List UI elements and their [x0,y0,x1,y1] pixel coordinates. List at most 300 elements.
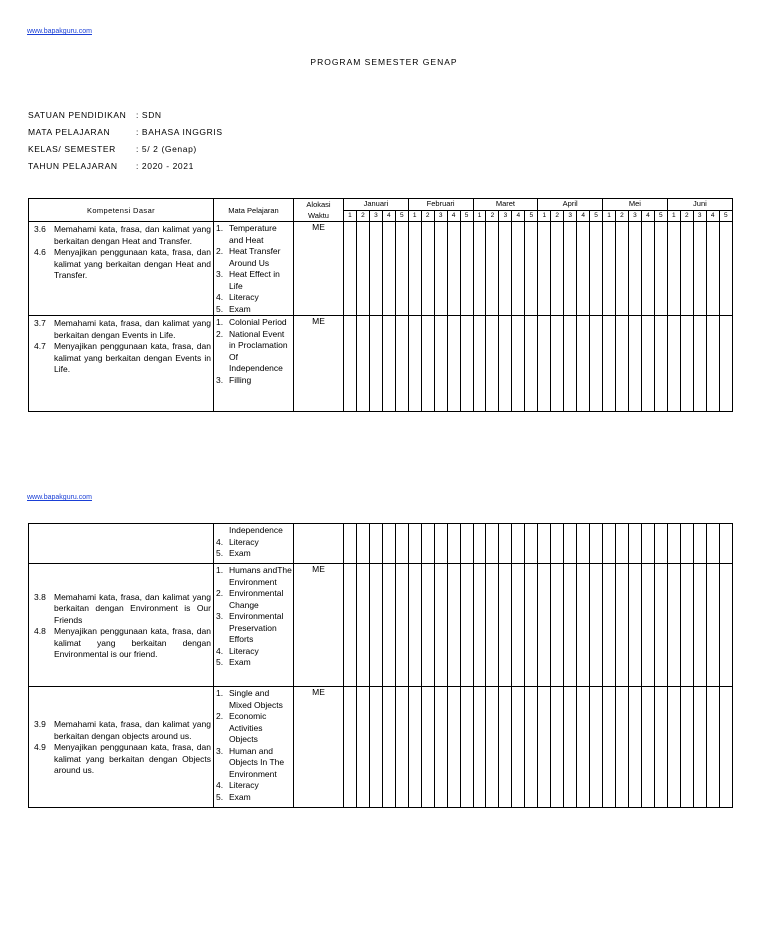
mp-item [216,246,292,269]
schedule-cell[interactable] [460,687,473,808]
info-value: : 2020 - 2021 [136,161,194,171]
schedule-cell[interactable] [577,316,590,412]
mp-text: Environmental Preservation Efforts [229,611,284,644]
schedule-cell[interactable] [680,222,693,316]
info-tahun-pelajaran [28,161,194,171]
schedule-cell[interactable] [460,564,473,687]
header-alokasi-waktu [294,199,344,222]
mp-number: 1. [216,223,224,233]
schedule-cell[interactable] [603,222,616,316]
schedule-cell[interactable] [344,222,357,316]
mp-text: Literacy [229,292,259,302]
week-number: 5 [525,211,538,222]
schedule-cell[interactable] [486,316,499,412]
schedule-cell[interactable] [641,222,654,316]
schedule-cell[interactable] [551,316,564,412]
info-kelas-semester [28,144,197,154]
schedule-cell[interactable] [628,687,641,808]
mp-text: National Event in Proclamation Of Independence [229,328,288,373]
schedule-cell[interactable] [369,564,382,687]
kd-item [31,592,211,627]
schedule-cell[interactable] [382,687,395,808]
mp-item [216,657,292,669]
week-number: 4 [577,211,590,222]
schedule-cell[interactable] [369,524,382,564]
week-number: 4 [706,211,719,222]
schedule-cell[interactable] [628,564,641,687]
schedule-cell[interactable] [590,316,603,412]
info-label: KELAS/ SEMESTER [28,144,116,154]
mp-item [216,646,292,658]
schedule-cell[interactable] [395,316,408,412]
schedule-cell[interactable] [564,316,577,412]
schedule-cell[interactable] [719,564,732,687]
schedule-cell[interactable] [538,222,551,316]
week-number: 3 [369,211,382,222]
schedule-cell[interactable] [667,524,680,564]
schedule-cell[interactable] [616,687,629,808]
info-label: TAHUN PELAJARAN [28,161,118,171]
schedule-cell[interactable] [408,564,421,687]
info-mata-pelajaran [28,127,223,137]
mp-text: Environmental Change [229,588,284,610]
schedule-cell[interactable] [706,564,719,687]
table-row [29,222,733,316]
schedule-cell[interactable] [564,222,577,316]
kd-text: Menyajikan penggunaan kata, frasa, dan kalimat yang berkaitan dengan Environmental is our friend. [54,626,211,659]
schedule-cell[interactable] [680,564,693,687]
schedule-cell[interactable] [473,564,486,687]
schedule-cell[interactable] [473,524,486,564]
mp-text: Heat Effect in Life [229,269,280,291]
kd-item [31,719,211,742]
kd-cell [29,222,214,316]
schedule-cell[interactable] [434,564,447,687]
week-number: 4 [512,211,525,222]
kd-number: 4.9 [34,742,46,753]
schedule-cell[interactable] [395,524,408,564]
schedule-cell[interactable] [382,222,395,316]
kd-number: 4.7 [34,341,46,351]
schedule-cell[interactable] [693,564,706,687]
schedule-cell[interactable] [551,222,564,316]
schedule-cell[interactable] [525,687,538,808]
mp-number: 5. [216,303,224,314]
mp-number: 4. [216,780,224,790]
schedule-cell[interactable] [706,687,719,808]
schedule-cell[interactable] [434,687,447,808]
schedule-cell[interactable] [421,687,434,808]
schedule-cell[interactable] [693,316,706,412]
schedule-cell[interactable] [408,524,421,564]
month-februari: Februari [408,199,473,211]
schedule-cell[interactable] [603,564,616,687]
schedule-cell[interactable] [525,524,538,564]
schedule-cell[interactable] [538,316,551,412]
mp-text: Exam [229,791,251,802]
month-januari: Januari [344,199,409,211]
week-number: 3 [628,211,641,222]
website-link[interactable]: www.bapakguru.com [27,494,92,501]
schedule-cell[interactable] [654,564,667,687]
schedule-cell[interactable] [344,687,357,808]
schedule-cell[interactable] [693,687,706,808]
schedule-cell[interactable] [628,222,641,316]
schedule-cell[interactable] [641,316,654,412]
schedule-cell[interactable] [447,222,460,316]
week-number: 1 [603,211,616,222]
schedule-cell[interactable] [382,524,395,564]
schedule-cell[interactable] [344,316,357,412]
schedule-cell[interactable] [525,564,538,687]
schedule-cell[interactable] [719,687,732,808]
schedule-cell[interactable] [460,524,473,564]
schedule-cell[interactable] [616,564,629,687]
schedule-cell[interactable] [538,524,551,564]
mp-cell [214,316,294,412]
mp-text: Independence [229,525,283,535]
mp-item [216,269,292,292]
week-number: 1 [408,211,421,222]
mp-cell [214,564,294,687]
mp-item [216,329,292,375]
schedule-cell[interactable] [369,222,382,316]
week-number: 5 [460,211,473,222]
schedule-cell[interactable] [421,564,434,687]
week-number: 2 [616,211,629,222]
kd-number: 3.9 [34,719,46,730]
schedule-cell[interactable] [680,316,693,412]
schedule-cell[interactable] [369,687,382,808]
schedule-cell[interactable] [564,687,577,808]
schedule-cell[interactable] [667,687,680,808]
schedule-cell[interactable] [356,687,369,808]
kd-cell [29,687,214,808]
alokasi-cell [294,524,344,564]
schedule-cell[interactable] [603,524,616,564]
week-number: 1 [344,211,357,222]
mp-text: Humans andThe Environment [229,565,292,587]
schedule-cell[interactable] [667,222,680,316]
mp-number: 4. [216,292,224,302]
kd-text: Memahami kata, frasa, dan kalimat yang berkaitan dengan Heat and Transfer. [54,224,211,246]
table-row [29,687,733,808]
website-link[interactable]: www.bapakguru.com [27,28,92,35]
schedule-cell[interactable] [719,222,732,316]
mp-cell [214,222,294,316]
schedule-cell[interactable] [616,222,629,316]
schedule-cell[interactable] [421,524,434,564]
table-row [29,564,733,687]
table-row [29,524,733,564]
mp-item [216,565,292,588]
schedule-cell[interactable] [395,222,408,316]
schedule-cell[interactable] [460,222,473,316]
mp-item [216,746,292,781]
mp-cell [214,524,294,564]
kd-text: Menyajikan penggunaan kata, frasa, dan kalimat yang berkaitan dengan Events in Life. [54,341,211,374]
info-value: : BAHASA INGGRIS [136,127,223,137]
schedule-cell[interactable] [603,687,616,808]
schedule-cell[interactable] [680,524,693,564]
header-mata-pelajaran: Mata Pelajaran [214,199,294,222]
week-number: 3 [499,211,512,222]
mp-item [216,317,292,329]
schedule-cell[interactable] [616,524,629,564]
schedule-cell[interactable] [369,316,382,412]
mp-item [216,375,292,387]
info-value: : 5/ 2 (Genap) [136,144,197,154]
schedule-cell[interactable] [706,222,719,316]
schedule-cell[interactable] [499,316,512,412]
mp-number: 3. [216,611,224,621]
week-number: 5 [654,211,667,222]
kd-number: 4.8 [34,626,46,636]
schedule-cell[interactable] [434,524,447,564]
mp-text: Colonial Period [229,317,287,327]
mp-item [216,537,292,549]
schedule-cell[interactable] [719,316,732,412]
schedule-cell[interactable] [590,564,603,687]
schedule-cell[interactable] [473,687,486,808]
schedule-cell[interactable] [654,524,667,564]
schedule-cell[interactable] [395,564,408,687]
schedule-cell[interactable] [667,564,680,687]
mp-item [216,588,292,611]
schedule-cell[interactable] [499,222,512,316]
kd-text: Memahami kata, frasa, dan kalimat yang berkaitan dengan Environment is Our Friends [54,591,211,625]
mp-item [216,525,292,537]
schedule-cell[interactable] [628,524,641,564]
schedule-cell[interactable] [641,687,654,808]
page-title: PROGRAM SEMESTER GENAP [310,57,458,67]
week-number: 2 [486,211,499,222]
mp-text: Literacy [229,536,259,547]
schedule-cell[interactable] [408,316,421,412]
mp-text: Single and Mixed Objects [229,688,283,710]
schedule-cell[interactable] [654,222,667,316]
schedule-cell[interactable] [590,524,603,564]
mp-text: Economic Activities Objects [229,711,267,744]
mp-number: 1. [216,565,224,575]
schedule-cell[interactable] [486,524,499,564]
schedule-cell[interactable] [706,316,719,412]
mp-number: 2. [216,711,224,721]
mp-item [216,611,292,646]
schedule-cell[interactable] [590,222,603,316]
schedule-cell[interactable] [344,564,357,687]
schedule-cell[interactable] [590,687,603,808]
schedule-cell[interactable] [344,524,357,564]
kd-cell [29,564,214,687]
mp-number: 2. [216,328,224,339]
schedule-cell[interactable] [551,564,564,687]
mp-number: 2. [216,246,224,256]
schedule-cell[interactable] [434,222,447,316]
header-alokasi: Alokasi [306,200,331,209]
kd-number: 3.7 [34,318,46,328]
schedule-cell[interactable] [512,687,525,808]
info-label: SATUAN PENDIDIKAN [28,110,127,120]
mp-number: 5. [216,791,224,802]
schedule-cell[interactable] [473,316,486,412]
mp-text: Human and Objects In The Environment [229,745,285,779]
schedule-cell[interactable] [356,316,369,412]
month-maret: Maret [473,199,538,211]
week-number: 5 [395,211,408,222]
kd-cell [29,316,214,412]
schedule-cell[interactable] [447,687,460,808]
schedule-cell[interactable] [641,564,654,687]
schedule-cell[interactable] [421,222,434,316]
schedule-cell[interactable] [356,222,369,316]
mp-number: 3. [216,269,224,279]
mp-number: 4. [216,645,224,656]
schedule-cell[interactable] [719,524,732,564]
mp-item [216,223,292,246]
info-satuan-pendidikan [28,110,162,120]
mp-number: 1. [216,688,224,698]
schedule-cell[interactable] [577,524,590,564]
schedule-cell[interactable] [538,564,551,687]
week-number: 4 [641,211,654,222]
week-number: 1 [473,211,486,222]
schedule-cell[interactable] [499,564,512,687]
mp-text: Exam [229,657,251,667]
table-row [29,316,733,412]
schedule-cell[interactable] [628,316,641,412]
schedule-cell[interactable] [680,687,693,808]
kd-text: Memahami kata, frasa, dan kalimat yang berkaitan dengan objects around us. [54,719,211,741]
week-number: 5 [590,211,603,222]
mp-text: Exam [229,548,251,558]
kd-number: 3.6 [34,224,46,234]
week-number: 1 [667,211,680,222]
schedule-cell[interactable] [603,316,616,412]
schedule-cell[interactable] [538,687,551,808]
schedule-cell[interactable] [499,524,512,564]
schedule-cell[interactable] [486,564,499,687]
month-mei: Mei [603,199,668,211]
schedule-cell[interactable] [654,687,667,808]
mp-text: Literacy [229,645,259,656]
schedule-cell[interactable] [421,316,434,412]
schedule-cell[interactable] [641,524,654,564]
month-juni: Juni [667,199,732,211]
kd-item [31,742,211,777]
week-number: 3 [693,211,706,222]
schedule-cell[interactable] [654,316,667,412]
info-label: MATA PELAJARAN [28,127,111,137]
week-number: 2 [551,211,564,222]
program-table-page2 [28,523,733,808]
mp-item [216,304,292,316]
schedule-cell[interactable] [356,524,369,564]
schedule-cell[interactable] [460,316,473,412]
alokasi-cell: ME [294,564,344,687]
schedule-cell[interactable] [512,524,525,564]
schedule-cell[interactable] [408,687,421,808]
schedule-cell[interactable] [356,564,369,687]
schedule-cell[interactable] [408,222,421,316]
schedule-cell[interactable] [551,687,564,808]
kd-item [31,224,211,247]
schedule-cell[interactable] [525,222,538,316]
kd-text: Menyajikan penggunaan kata, frasa, dan kalimat yang berkaitan dengan Objects around us. [54,742,211,776]
mp-number: 5. [216,548,224,558]
info-value: : SDN [136,110,162,120]
schedule-cell[interactable] [447,564,460,687]
kd-cell [29,524,214,564]
schedule-cell[interactable] [577,222,590,316]
mp-text: Filling [229,374,252,385]
week-number: 2 [421,211,434,222]
mp-text: Temperature and Heat [229,223,277,245]
schedule-cell[interactable] [616,316,629,412]
mp-number: 1. [216,317,224,327]
schedule-cell[interactable] [486,222,499,316]
schedule-cell[interactable] [564,564,577,687]
mp-cell [214,687,294,808]
schedule-cell[interactable] [577,564,590,687]
header-kompetensi-dasar: Kompetensi Dasar [29,199,214,222]
schedule-cell[interactable] [512,316,525,412]
alokasi-cell: ME [294,687,344,808]
schedule-cell[interactable] [564,524,577,564]
schedule-cell[interactable] [434,316,447,412]
kd-text: Memahami kata, frasa, dan kalimat yang berkaitan dengan Events in Life. [54,318,211,340]
week-number: 3 [564,211,577,222]
kd-item [31,341,211,376]
mp-number: 5. [216,657,224,667]
mp-item [216,548,292,560]
schedule-cell[interactable] [473,222,486,316]
week-number: 3 [434,211,447,222]
month-april: April [538,199,603,211]
mp-number: 2. [216,588,224,598]
schedule-cell[interactable] [447,524,460,564]
schedule-cell[interactable] [512,222,525,316]
kd-number: 3.8 [34,591,46,602]
week-number: 4 [382,211,395,222]
schedule-cell[interactable] [447,316,460,412]
mp-text: Literacy [229,780,259,790]
schedule-cell[interactable] [551,524,564,564]
schedule-cell[interactable] [395,687,408,808]
mp-text: Heat Transfer Around Us [229,246,281,268]
schedule-cell[interactable] [667,316,680,412]
schedule-cell[interactable] [693,222,706,316]
alokasi-cell: ME [294,222,344,316]
mp-number: 3. [216,374,224,385]
mp-text: Exam [229,303,251,314]
week-number: 5 [719,211,732,222]
schedule-cell[interactable] [693,524,706,564]
schedule-cell[interactable] [499,687,512,808]
schedule-cell[interactable] [525,316,538,412]
schedule-cell[interactable] [577,687,590,808]
alokasi-cell: ME [294,316,344,412]
schedule-cell[interactable] [512,564,525,687]
week-number: 1 [538,211,551,222]
schedule-cell[interactable] [382,316,395,412]
week-number: 4 [447,211,460,222]
schedule-cell[interactable] [382,564,395,687]
schedule-cell[interactable] [706,524,719,564]
week-number: 2 [356,211,369,222]
schedule-cell[interactable] [486,687,499,808]
kd-item [31,247,211,282]
